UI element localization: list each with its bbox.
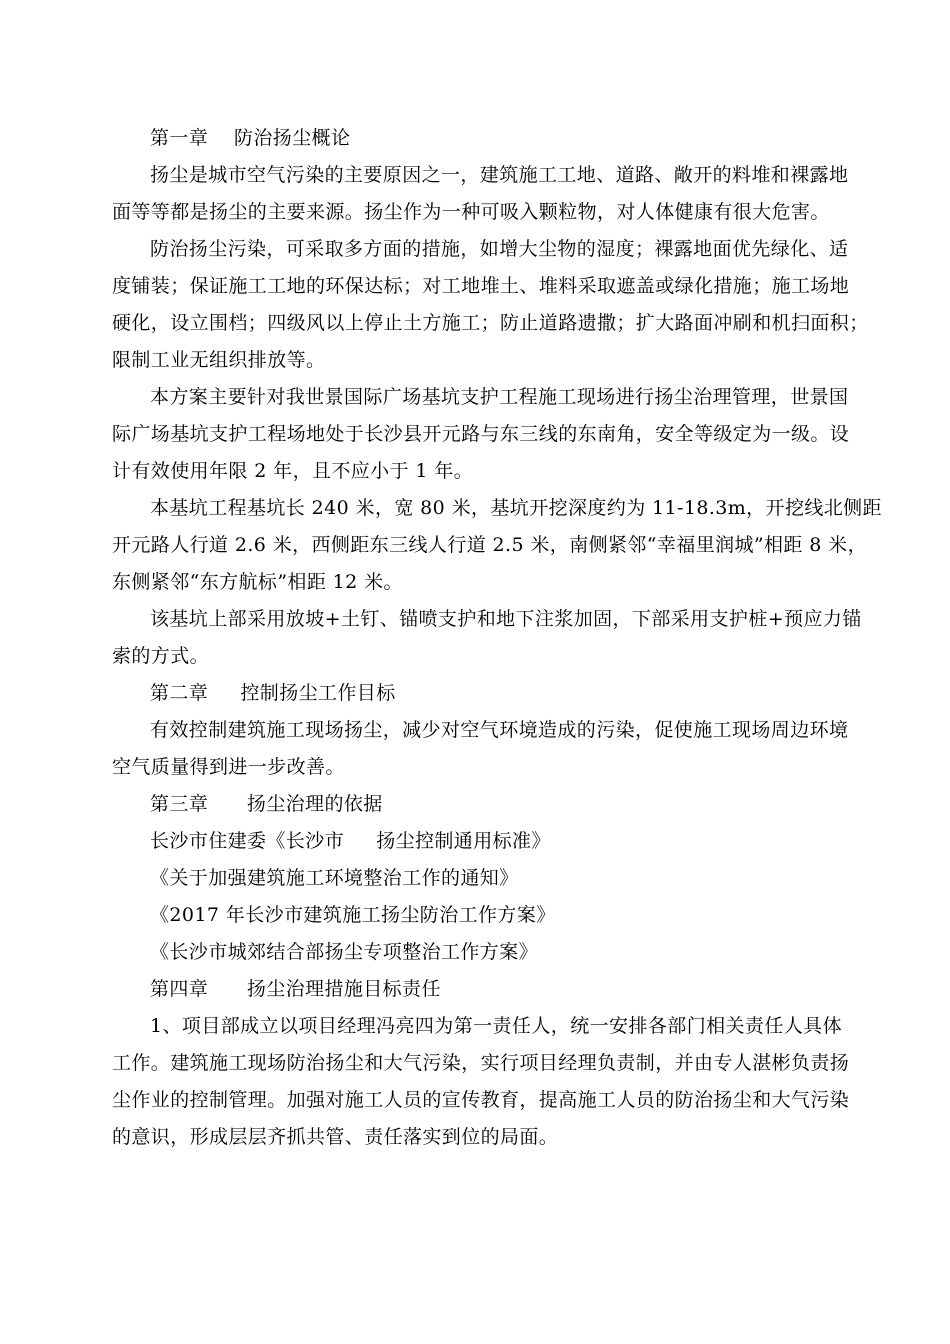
document-body — [112, 120, 882, 1156]
section-heading: 第一章 防治扬尘概论 — [150, 127, 351, 149]
paragraph-line: 限制工业无组织排放等。 — [112, 349, 326, 371]
section-heading: 第二章 控制扬尘工作目标 — [150, 682, 396, 704]
paragraph-line: 索的方式。 — [112, 645, 210, 667]
section-heading: 第三章 扬尘治理的依据 — [150, 793, 383, 815]
paragraph-line: 工作。建筑施工现场防治扬尘和大气污染，实行项目经理负责制，并由专人湛彬负责扬 — [112, 1052, 850, 1074]
section-heading: 《2017 年长沙市建筑施工扬尘防治工作方案》 — [150, 904, 556, 926]
paragraph-line: 面等等都是扬尘的主要来源。扬尘作为一种可吸入颗粒物，对人体健康有很大危害。 — [112, 201, 830, 223]
section-heading: 《关于加强建筑施工环境整治工作的通知》 — [150, 867, 519, 889]
section-heading: 《长沙市城郊结合部扬尘专项整治工作方案》 — [150, 941, 539, 963]
paragraph-line: 本基坑工程基坑长 240 米，宽 80 米，基坑开挖深度约为 11-18.3m，开挖线北侧距 — [150, 497, 882, 519]
paragraph — [112, 1008, 850, 1156]
paragraph — [112, 379, 850, 490]
paragraph-line: 硬化，设立围档；四级风以上停止土方施工；防止道路遗撒；扩大路面冲刷和机扫面积； — [112, 312, 869, 334]
paragraph-line: 空气质量得到进一步改善。 — [112, 756, 345, 778]
section-heading: 第四章 扬尘治理措施目标责任 — [150, 978, 441, 1000]
paragraph-line: 的意识，形成层层齐抓共管、责任落实到位的局面。 — [112, 1126, 559, 1148]
paragraph-line: 尘作业的控制管理。加强对施工人员的宣传教育，提高施工人员的防治扬尘和大气污染 — [112, 1089, 850, 1111]
paragraph-line: 际广场基坑支护工程场地处于长沙县开元路与东三线的东南角，安全等级定为一级。设 — [112, 423, 850, 445]
section-heading: 长沙市住建委《长沙市 扬尘控制通用标准》 — [150, 830, 551, 852]
paragraph-line: 防治扬尘污染，可采取多方面的措施，如增大尘物的湿度；裸露地面优先绿化、适 — [150, 238, 849, 260]
paragraph — [112, 157, 849, 231]
paragraph-line: 本方案主要针对我世景国际广场基坑支护工程施工现场进行扬尘治理管理，世景国 — [150, 386, 849, 408]
paragraph — [112, 712, 849, 786]
paragraph-line: 该基坑上部采用放坡+土钉、锚喷支护和地下注浆加固，下部采用支护桩+预应力锚 — [150, 608, 862, 630]
paragraph — [112, 231, 869, 379]
paragraph-line: 计有效使用年限 2 年，且不应小于 1 年。 — [112, 460, 474, 482]
paragraph — [112, 601, 862, 675]
paragraph-line: 1、项目部成立以项目经理冯亮四为第一责任人，统一安排各部门相关责任人具体 — [150, 1015, 842, 1037]
paragraph-line: 有效控制建筑施工现场扬尘，减少对空气环境造成的污染，促使施工现场周边环境 — [150, 719, 849, 741]
paragraph-line: 东侧紧邻“东方航标”相距 12 米。 — [112, 571, 403, 593]
paragraph-line: 扬尘是城市空气污染的主要原因之一，建筑施工工地、道路、敞开的料堆和裸露地 — [150, 164, 849, 186]
paragraph — [112, 490, 882, 601]
paragraph-line: 度铺装；保证施工工地的环保达标；对工地堆土、堆料采取遮盖或绿化措施；施工场地 — [112, 275, 850, 297]
paragraph-line: 开元路人行道 2.6 米，西侧距东三线人行道 2.5 米，南侧紧邻“幸福里润城”相距 8 米， — [112, 534, 867, 556]
